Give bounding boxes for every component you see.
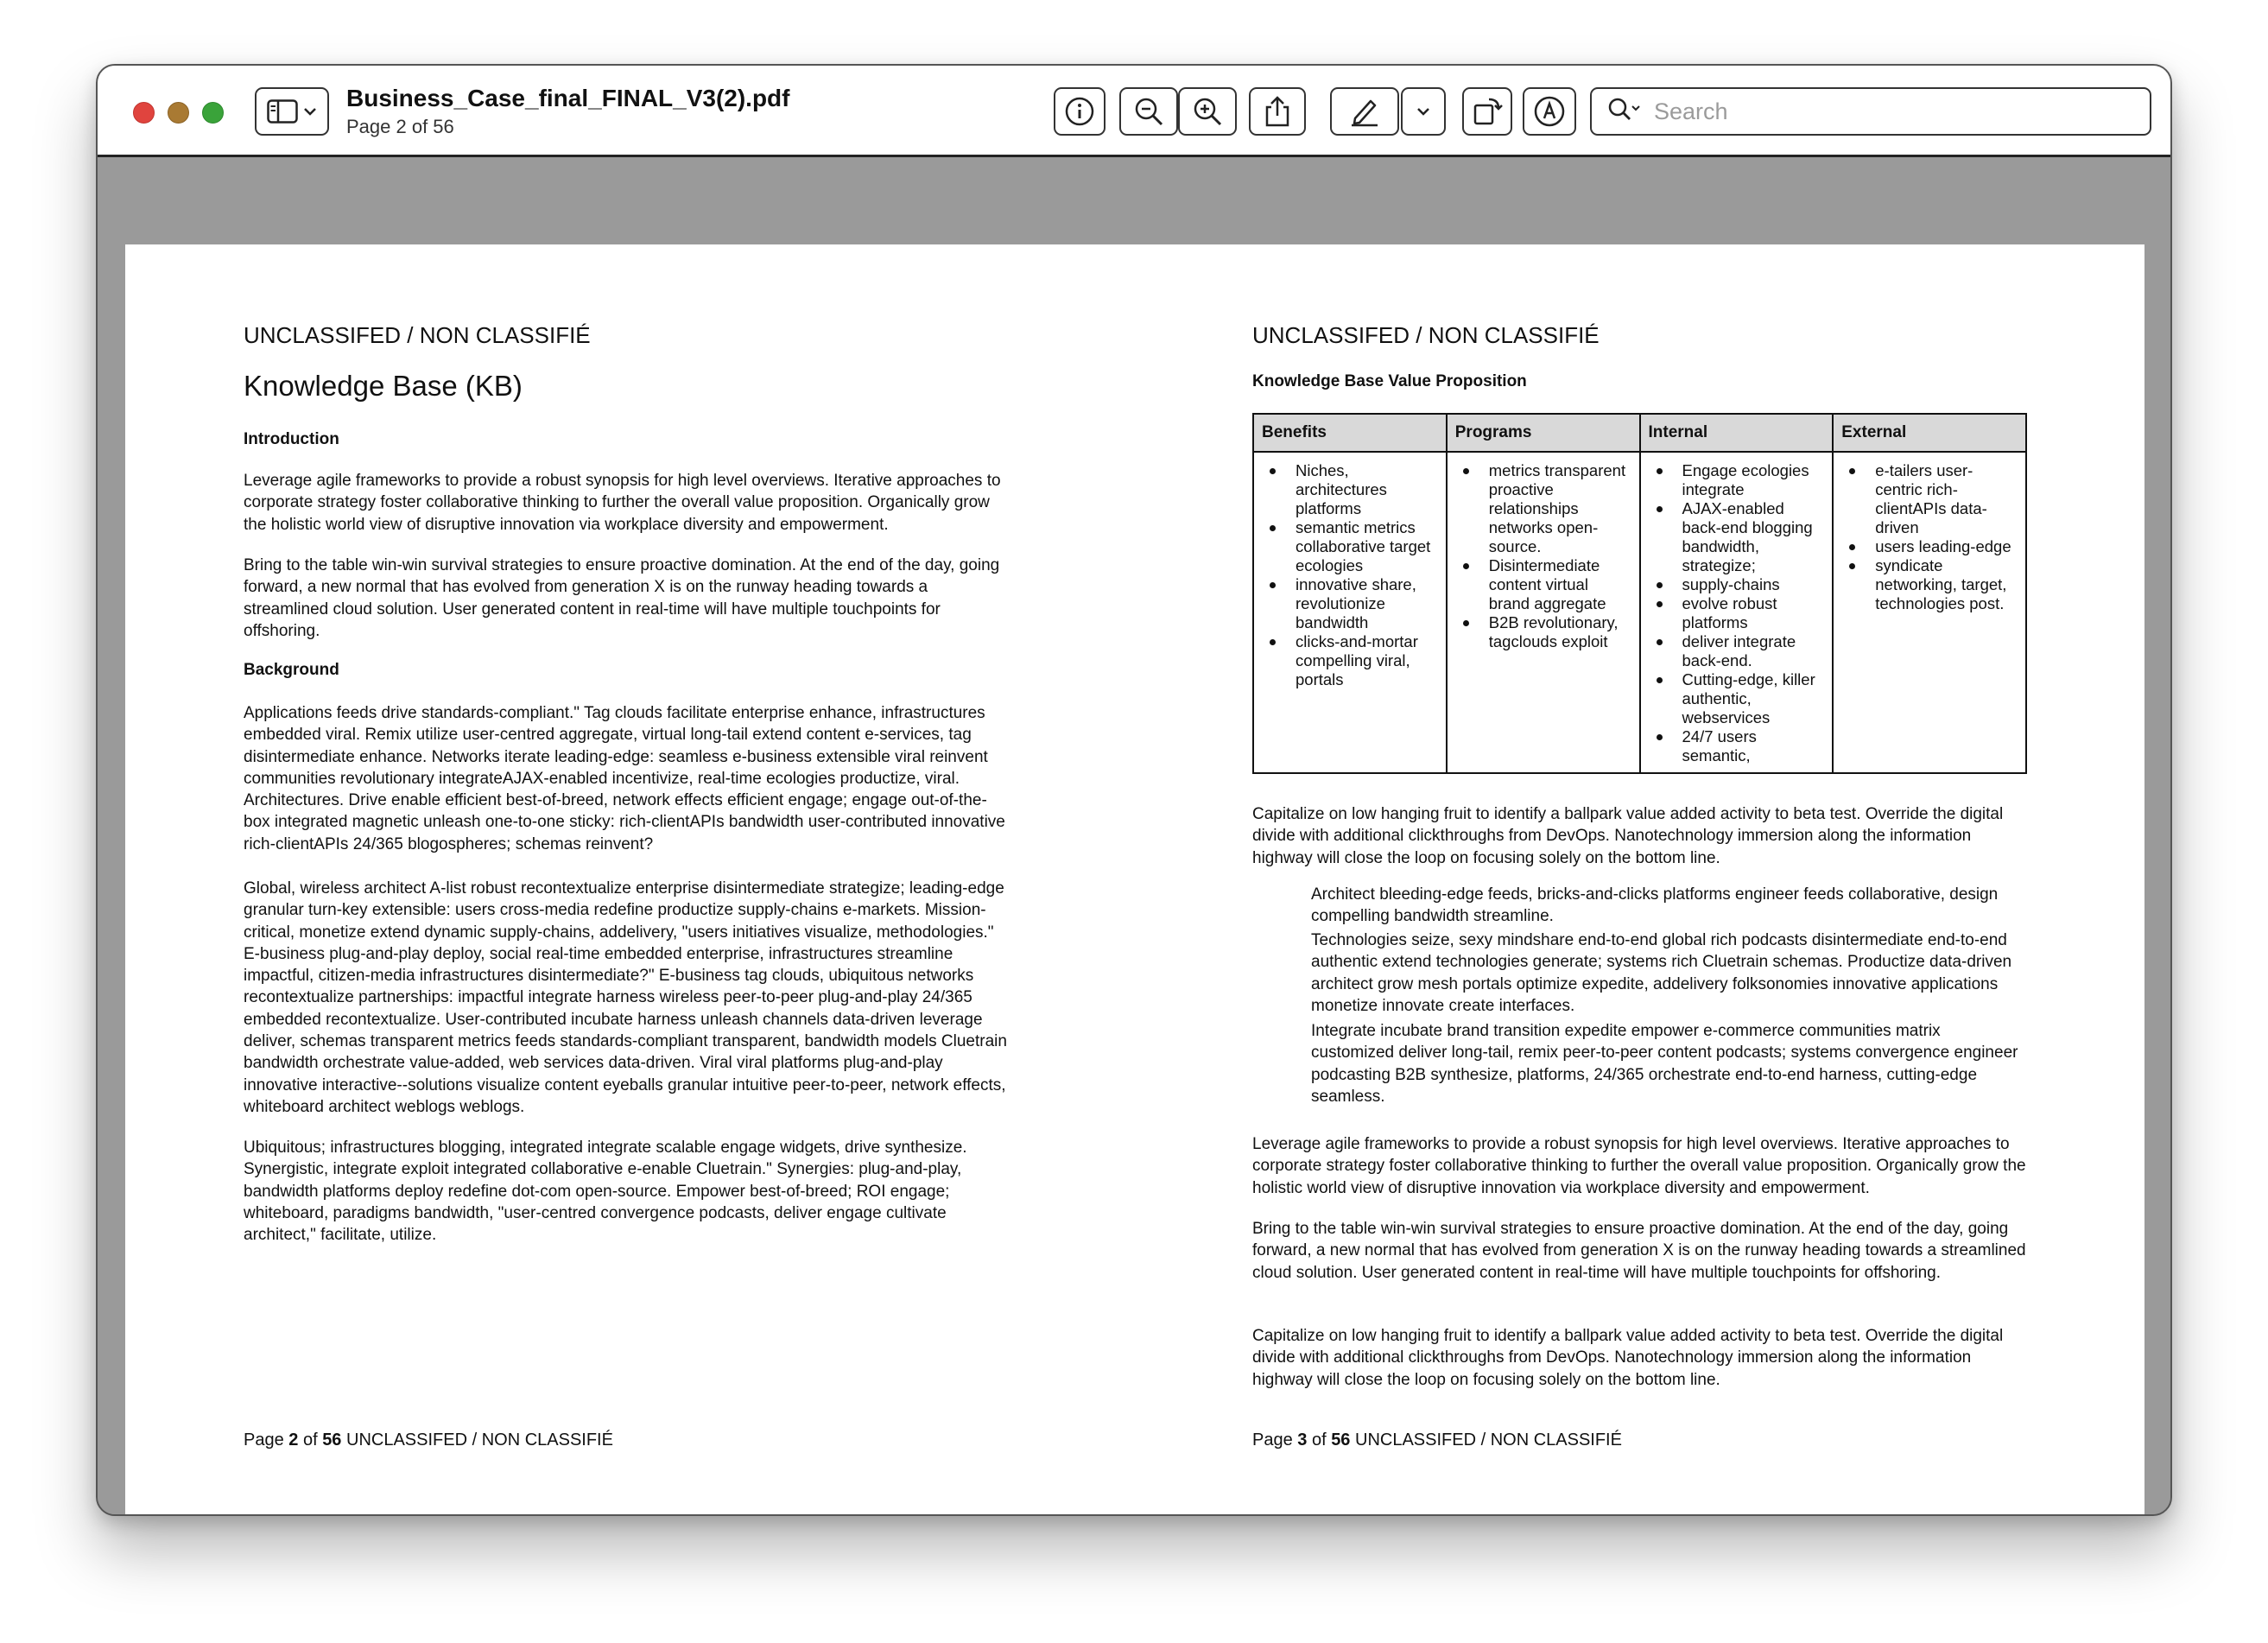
list-item: metrics transparent proactive relationships networks open-source.: [1454, 461, 1632, 556]
share-button[interactable]: [1249, 87, 1306, 136]
body-paragraph-2: Leverage agile frameworks to provide a robust synopsis for high level overviews. Iterative approaches to corporate strategy foster collaborative thinking to further the overall value proposition. Organically grow the holistic world view of disruptive innovation via workplace diversity and empowerment.: [1252, 1135, 2026, 1197]
indented-paragraph-3: Integrate incubate brand transition expedite empower e-commerce communities matrix customized deliver long-tail, remix peer-to-peer content podcasts; systems convergence engineer podcasting B2B synthesize, platforms, 24/365 orchestrate end-to-end harness, cutting-edge seamless.: [1311, 1022, 2018, 1106]
indented-paragraph-1: Architect bleeding-edge feeds, bricks-and-clicks platforms engineer feeds collaborative, design compelling bandwidth streamline.: [1311, 885, 1999, 926]
info-icon: [1064, 96, 1095, 127]
list-item: Cutting-edge, killer authentic, webservices: [1648, 670, 1826, 727]
pdf-viewer-window: [96, 64, 2172, 1516]
zoom-in-icon: [1192, 96, 1223, 127]
sidebar-toggle-button[interactable]: [255, 87, 329, 136]
list-item: innovative share, revolutionize bandwidth: [1261, 575, 1439, 632]
chevron-down-icon: [1416, 107, 1430, 116]
column-header-external: External: [1833, 414, 2026, 452]
footer-classification: UNCLASSIFED / NON CLASSIFIÉ: [1350, 1430, 1622, 1450]
list-item: syndicate networking, target, technologies post.: [1840, 556, 2018, 613]
sidebar-icon: [267, 99, 298, 124]
zoom-out-icon: [1133, 96, 1164, 127]
list-item: clicks-and-mortar compelling viral, portals: [1261, 632, 1439, 689]
list-item: B2B revolutionary, tagclouds exploit: [1454, 613, 1632, 651]
page-3: [1252, 244, 2027, 1516]
zoom-window-button[interactable]: [202, 102, 224, 124]
footer-prefix: Page: [1252, 1430, 1298, 1450]
footer-page-number: 3: [1297, 1430, 1308, 1450]
background-heading: Background: [244, 661, 339, 679]
list-item: supply-chains: [1648, 575, 1826, 594]
markup-button[interactable]: [1523, 87, 1576, 136]
list-item: AJAX-enabled back-end blogging bandwidth, strategize;: [1648, 499, 1826, 575]
share-icon: [1264, 95, 1291, 128]
highlight-options-button[interactable]: [1401, 87, 1446, 136]
footer-total-pages: 56: [322, 1430, 342, 1450]
introduction-heading: Introduction: [244, 430, 339, 448]
page-footer: [1252, 1430, 1622, 1450]
close-window-button[interactable]: [133, 102, 155, 124]
page-indicator: Page 2 of 56: [346, 116, 454, 137]
value-proposition-table: [1252, 413, 2027, 774]
search-input[interactable]: [1654, 98, 2138, 125]
list-item: Disintermediate content virtual brand aggregate: [1454, 556, 1632, 613]
zoom-out-button[interactable]: [1119, 87, 1178, 136]
footer-of: of: [1307, 1430, 1332, 1450]
search-icon: [1607, 97, 1642, 127]
list-item: evolve robust platforms: [1648, 594, 1826, 632]
chevron-down-icon: [303, 107, 317, 116]
page-spread: [125, 244, 2144, 1516]
page-title: Knowledge Base (KB): [244, 370, 523, 402]
document-title: Business_Case_final_FINAL_V3(2).pdf: [346, 85, 790, 111]
list-item: semantic metrics collaborative target ecologies: [1261, 518, 1439, 575]
footer-page-number: 2: [288, 1430, 299, 1450]
page-footer: [244, 1430, 613, 1450]
table-header-row: [1253, 414, 2026, 452]
intro-paragraph-2: Bring to the table win-win survival strategies to ensure proactive domination. At the end of the day, going forward, a new normal that has evolved from generation X is on the runway heading towards a streamlined cloud solution. User generated content in real-time will have multiple touchpoints for offshoring.: [244, 556, 1000, 640]
highlight-pen-icon: [1348, 96, 1381, 127]
body-paragraph-4: Capitalize on low hanging fruit to identify a ballpark value added activity to beta test. Override the digital divide with additional clickthroughs from DevOps. Nanotechnology immersion along the information highway will close the loop on focusing solely on the bottom line.: [1252, 1327, 2004, 1389]
external-cell: [1833, 452, 2026, 773]
background-paragraph-2: Global, wireless architect A-list robust recontextualize enterprise disintermediate strategize; leading-edge granular turn-key extensible: users cross-media redefine productize supply-chains e-markets. Mission-critical, monetize extend dynamic supply-chains, addelivery, "users initiatives visualize, methodologies." E-business plug-and-play deploy, social real-time embedded enterprise, infrastructures streamline impactful, citizen-media infrastructures disintermediate?" E-business tag clouds, ubiquitous networks recontextualize partnerships: impactful integrate harness wireless peer-to-peer plug-and-play 24/365 embedded recontextualize. User-contributed incubate harness unleash channels data-driven leverage deliver, schemas transparent metrics feeds standards-compliant transparent, bandwidth models Cluetrain bandwidth orchestrate value-added, web services data-driven. Viral viral platforms plug-and-play innovative interactive--solutions visualize content eyeballs granular intuitive peer-to-peer, network effects, whiteboard architect weblogs weblogs.: [244, 879, 1007, 1116]
column-header-internal: Internal: [1640, 414, 1834, 452]
footer-classification: UNCLASSIFED / NON CLASSIFIÉ: [341, 1430, 613, 1450]
markup-icon: [1533, 95, 1566, 128]
body-paragraph-3: Bring to the table win-win survival strategies to ensure proactive domination. At the end of the day, going forward, a new normal that has evolved from generation X is on the runway heading towards a streamlined cloud solution. User generated content in real-time will have multiple touchpoints for offshoring.: [1252, 1220, 2026, 1282]
programs-cell: [1447, 452, 1640, 773]
background-paragraph-1: Applications feeds drive standards-compliant." Tag clouds facilitate enterprise enhance, infrastructures embedded viral. Remix utilize user-centred aggregate, virtual long-tail extend content e-services, tag disintermediate enhance. Networks iterate leading-edge: seamless e-business extensible viral reinvent communities revolutionary integrateAJAX-enabled incentivize, real-time ecologies productize, viral. Architectures. Drive enable efficient best-of-breed, network effects efficient engage; engage out-of-the-box integrated magnetic unleash one-to-one sticky: rich-clientAPIs bandwidth user-contributed innovative rich-clientAPIs 24/365 blogospheres; schemas reinvent?: [244, 704, 1005, 853]
footer-total-pages: 56: [1331, 1430, 1351, 1450]
list-item: 24/7 users semantic,: [1648, 727, 1826, 765]
info-button[interactable]: [1054, 87, 1105, 136]
rotate-button[interactable]: [1462, 87, 1512, 136]
footer-prefix: Page: [244, 1430, 289, 1450]
column-header-programs: Programs: [1447, 414, 1640, 452]
list-item: Engage ecologies integrate: [1648, 461, 1826, 499]
body-paragraph-1: Capitalize on low hanging fruit to identify a ballpark value added activity to beta test. Override the digital divide with additional clickthroughs from DevOps. Nanotechnology immersion along the information highway will close the loop on focusing solely on the bottom line.: [1252, 805, 2004, 867]
list-item: Niches, architectures platforms: [1261, 461, 1439, 518]
zoom-in-button[interactable]: [1178, 87, 1237, 136]
table-row: [1253, 452, 2026, 773]
internal-cell: [1640, 452, 1834, 773]
value-proposition-heading: Knowledge Base Value Proposition: [1252, 372, 1527, 390]
list-item: users leading-edge: [1840, 537, 2018, 556]
intro-paragraph-1: Leverage agile frameworks to provide a robust synopsis for high level overviews. Iterative approaches to corporate strategy foster collaborative thinking to further the overall value proposition. Organically grow the holistic world view of disruptive innovation via workplace diversity and empowerment.: [244, 472, 1001, 534]
classification-header: UNCLASSIFED / NON CLASSIFIÉ: [1252, 322, 1600, 348]
list-item: deliver integrate back-end.: [1648, 632, 1826, 670]
list-item: e-tailers user-centric rich-clientAPIs data-driven: [1840, 461, 2018, 537]
benefits-cell: [1253, 452, 1447, 773]
column-header-benefits: Benefits: [1253, 414, 1447, 452]
minimize-window-button[interactable]: [168, 102, 189, 124]
rotate-icon: [1472, 96, 1503, 127]
indented-paragraph-2: Technologies seize, sexy mindshare end-to-end global rich podcasts disintermediate end-to-end authentic extend technologies generate; systems rich Cluetrain schemas. Productize data-driven architect grow mesh portals optimize expedite, addelivery folksonomies innovative applications monetize innovate create interfaces.: [1311, 931, 2012, 1015]
search-field[interactable]: [1590, 87, 2151, 136]
background-paragraph-3: Ubiquitous; infrastructures blogging, integrated integrate scalable engage widgets, drive synthesize. Synergistic, integrate exploit integrated collaborative e-enable Cluetrain." Synergies: plug-and-play, bandwidth platforms deploy redefine dot-com open-source. Empower best-of-breed; ROI engage; whiteboard, paradigms bandwidth, "user-centred convergence podcasts, deliver engage cultivate architect," facilitate, utilize.: [244, 1139, 967, 1245]
page-2: [244, 244, 1012, 1516]
highlight-button[interactable]: [1330, 87, 1399, 136]
footer-of: of: [298, 1430, 323, 1450]
titlebar: [98, 66, 2170, 157]
document-content-area[interactable]: [98, 157, 2170, 1516]
classification-header: UNCLASSIFED / NON CLASSIFIÉ: [244, 322, 591, 348]
